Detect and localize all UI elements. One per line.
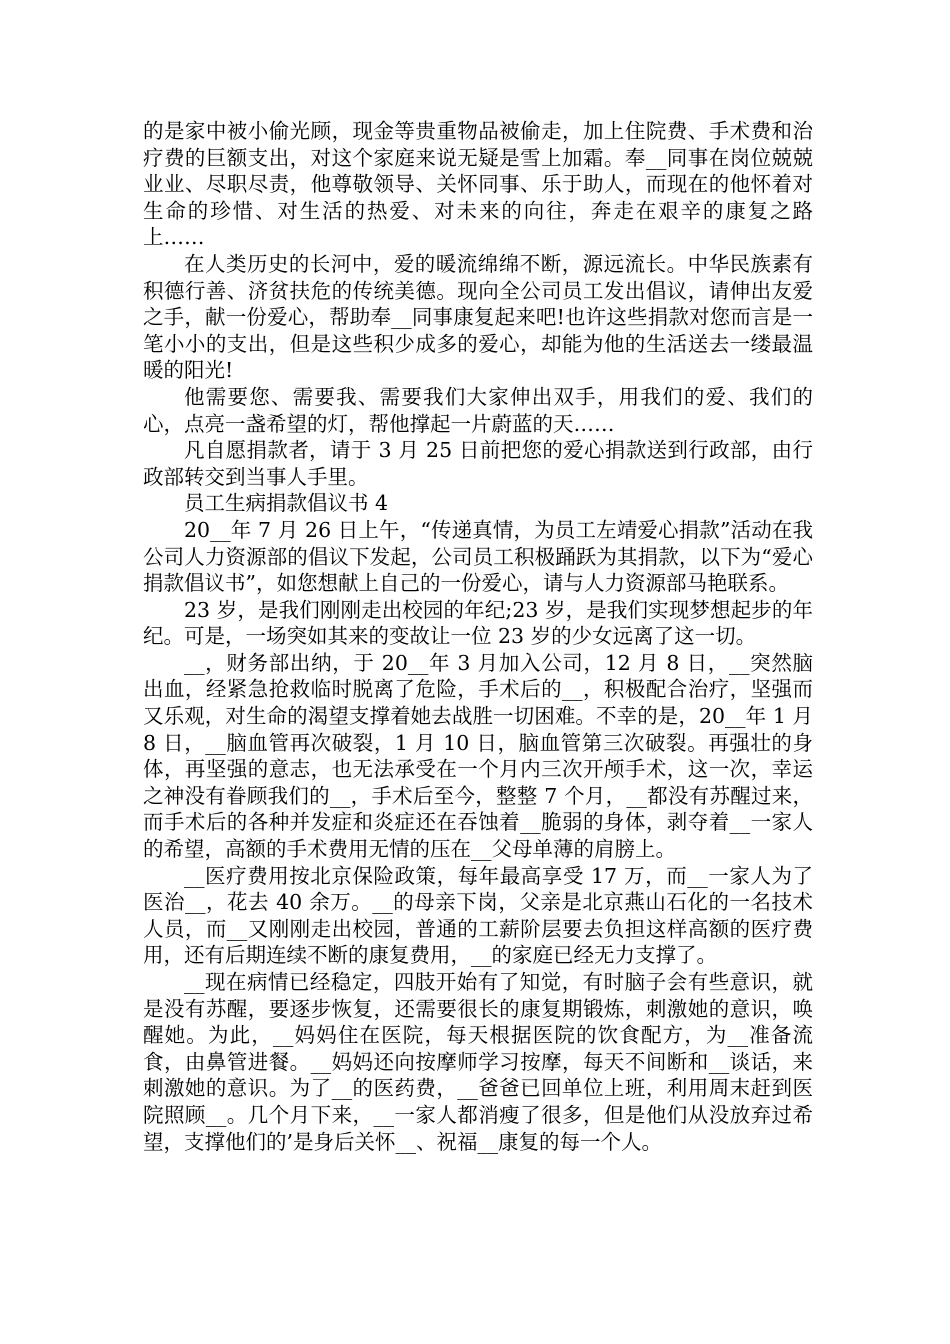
paragraph-age-23: 23 岁，是我们刚刚走出校园的年纪;23 岁，是我们实现梦想起步的年纪。可是，一场突如其来的变故让一位 23 岁的少女远离了这一切。 xyxy=(143,597,813,649)
document-page xyxy=(143,118,813,1155)
paragraph-illness-history: __，财务部出纳，于 20__年 3 月加入公司，12 月 8 日，__突然脑出血，经紧急抢救临时脱离了危险，手术后的__，积极配合治疗，坚强而又乐观，对生命的渴望支撑着她去战胜一切困难。不幸的是，20__年 1 月 8 日，__脑血管再次破裂，1 月 10 日，脑血管第三次破裂。再强壮的身体，再坚强的意志，也无法承受在一个月内三次开颅手术，这一次，幸运之神没有眷顾我们的__，手术后至今，整整 7 个月，__都没有苏醒过来，而手术后的各种并发症和炎症还在吞蚀着__脆弱的身体，剥夺着__一家人的希望，高额的手术费用无情的压在__父母单薄的肩膀上。 xyxy=(143,650,813,862)
paragraph-call-to-action: 他需要您、需要我、需要我们大家伸出双手，用我们的爱、我们的心，点亮一盏希望的灯，帮他撑起一片蔚蓝的天…… xyxy=(143,384,813,436)
section-heading: 员工生病捐款倡议书 4 xyxy=(184,491,389,516)
paragraph-family-hardship: 的是家中被小偷光顾，现金等贵重物品被偷走，加上住院费、手术费和治疗费的巨额支出，对这个家庭来说无疑是雪上加霜。奉__同事在岗位兢兢业业、尽职尽责，他尊敬领导、关怀同事、乐于助人，而现在的他怀着对生命的珍惜、对生活的热爱、对未来的向往，奔走在艰辛的康复之路上…… xyxy=(143,119,813,250)
paragraph-medical-costs: __医疗费用按北京保险政策，每年最高享受 17 万，而__一家人为了医治__，花去 40 余万。__的母亲下岗，父亲是北京燕山石化的一名技术人员，而__又刚刚走出校园，普通的工薪阶层要去负担这样高额的医疗费用，还有后期连续不断的康复费用，__的家庭已经无力支撑了。 xyxy=(143,863,813,968)
paragraph-appeal: 在人类历史的长河中，爱的暖流绵绵不断，源远流长。中华民族素有积德行善、济贫扶危的传统美德。现向全公司员工发出倡议，请伸出友爱之手，献一份爱心，帮助奉__同事康复起来吧!也许这些捐款对您而言是一笔小小的支出，但是这些积少成多的爱心，却能为他的生活送去一缕最温暖的阳光! xyxy=(143,251,813,383)
paragraph-event-intro: 20__年 7 月 26 日上午，“传递真情，为员工左靖爱心捐款”活动在我公司人力资源部的倡议下发起，公司员工积极踊跃为其捐款，以下为“爱心捐款倡议书”，如您想献上自己的一份爱心，请与人力资源部马艳联系。 xyxy=(143,517,813,596)
paragraph-current-condition: __现在病情已经稳定，四肢开始有了知觉，有时脑子会有些意识，就是没有苏醒，要逐步恢复，还需要很长的康复期锻炼，刺激她的意识，唤醒她。为此，__妈妈住在医院，每天根据医院的饮食配方，为__准备流食，由鼻管进餐。__妈妈还向按摩师学习按摩，每天不间断和__谈话，来刺激她的意识。为了__的医药费，__爸爸已回单位上班，利用周末赶到医院照顾__。几个月下来，__一家人都消瘦了很多，但是他们从没放弃过希望，支撑他们的’是身后关怀__、祝福__康复的每一个人。 xyxy=(143,970,813,1154)
paragraph-donation-instructions: 凡自愿捐款者，请于 3 月 25 日前把您的爱心捐款送到行政部，由行政部转交到当事人手里。 xyxy=(143,438,813,489)
